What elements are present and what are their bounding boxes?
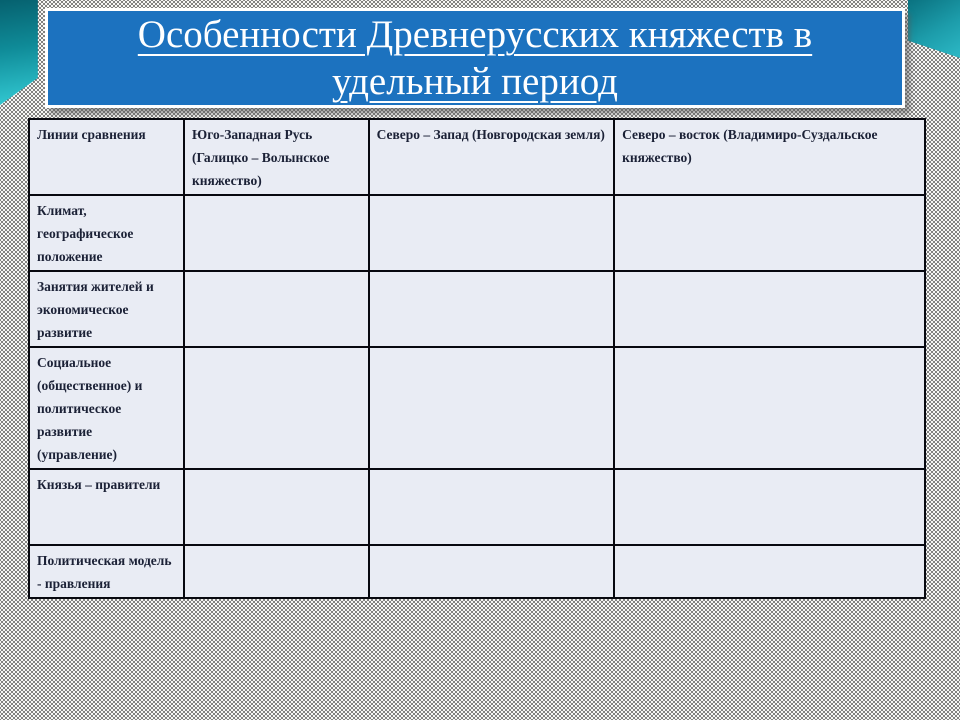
row-label-climate: Климат, географическое положение	[29, 195, 184, 271]
table-row	[29, 271, 925, 347]
table-cell	[184, 195, 369, 271]
header-comparison-lines: Линии сравнения	[29, 119, 184, 195]
row-label-princes: Князья – правители	[29, 469, 184, 545]
table-cell	[614, 271, 925, 347]
table-cell	[369, 195, 615, 271]
table-cell	[614, 347, 925, 469]
corner-decoration-top-left	[0, 0, 44, 118]
table-row	[29, 195, 925, 271]
table-cell	[184, 271, 369, 347]
table-cell	[369, 545, 615, 598]
table-cell	[614, 469, 925, 545]
table-row	[29, 347, 925, 469]
row-label-political-model: Политическая модель - правления	[29, 545, 184, 598]
table-cell	[369, 347, 615, 469]
row-label-social-political: Социальное (общественное) и политическое развитие (управление)	[29, 347, 184, 469]
row-label-occupations: Занятия жителей и экономическое развитие	[29, 271, 184, 347]
table-cell	[614, 195, 925, 271]
table-cell	[614, 545, 925, 598]
table-row	[29, 469, 925, 545]
header-southwest-rus: Юго-Западная Русь (Галицко – Волынское княжество)	[184, 119, 369, 195]
slide-title-box	[45, 8, 905, 108]
table-cell	[184, 347, 369, 469]
table-row	[29, 545, 925, 598]
corner-decoration-top-right	[908, 0, 960, 58]
table-cell	[369, 271, 615, 347]
comparison-table	[28, 118, 926, 599]
header-northeast-vladimir-suzdal: Северо – восток (Владимиро-Суздальское княжество)	[614, 119, 925, 195]
header-northwest-novgorod: Северо – Запад (Новгородская земля)	[369, 119, 615, 195]
slide-title: Особенности Древнерусских княжеств в удельный период	[137, 13, 813, 103]
table-cell	[184, 545, 369, 598]
table-header-row	[29, 119, 925, 195]
table-cell	[184, 469, 369, 545]
table-cell	[369, 469, 615, 545]
